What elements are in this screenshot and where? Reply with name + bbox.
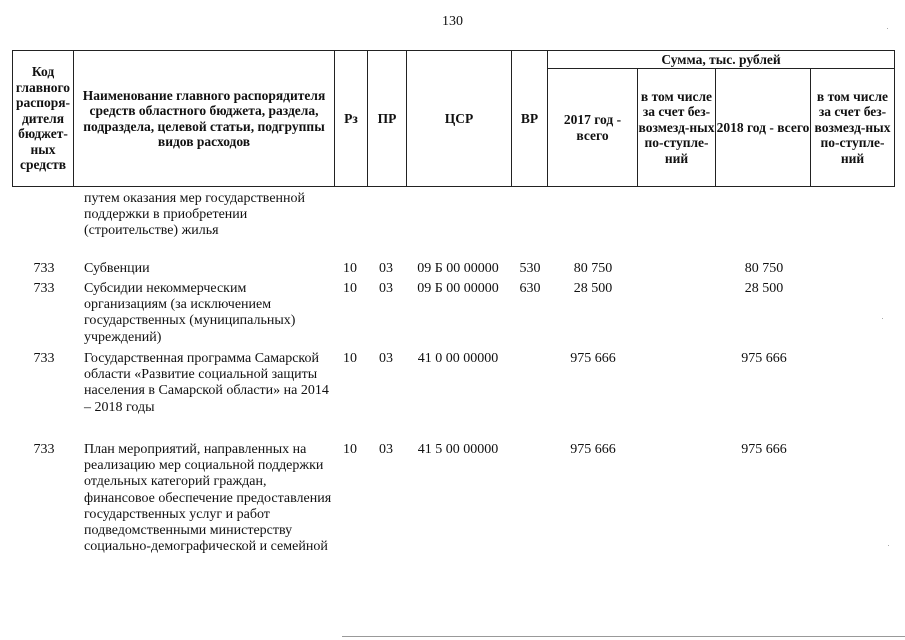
header-vr xyxy=(511,50,548,187)
row-name: План мероприятий, направленных на реализацию мер социальной поддержки отдельных категорий граждан, финансовое обеспечение предоставления государственных услуг и работ подведомственными министерству социально-демографической и семейной xyxy=(84,442,332,555)
header-name xyxy=(73,50,335,187)
header-name-text: Наименование главного распорядителя средств областного бюджета, раздела, подраздела, целевой статьи, подгруппы видов расходов xyxy=(82,87,326,149)
header-rz-text: Рз xyxy=(344,110,358,126)
header-2017-incl-text: в том числе за счет без-возмезд-ных по-ступле-ний xyxy=(638,88,715,166)
page-number: 130 xyxy=(442,14,463,29)
row-pr: 03 xyxy=(379,351,393,366)
header-sum xyxy=(547,50,895,69)
header-sum-text: Сумма, тыс. рублей xyxy=(661,51,781,67)
header-2018-incl xyxy=(810,68,895,187)
row-rz: 10 xyxy=(343,261,357,276)
row-csr: 41 5 00 00000 xyxy=(417,442,499,457)
row-rz: 10 xyxy=(343,351,357,366)
header-code xyxy=(12,50,74,187)
header-2018-incl-text: в том числе за счет без-возмезд-ных по-ступле-ний xyxy=(814,88,891,166)
header-pr-text: ПР xyxy=(377,110,397,126)
scan-speck xyxy=(887,28,888,29)
row-code: 733 xyxy=(33,351,55,366)
header-2017-total xyxy=(547,68,638,187)
row-name: Государственная программа Самарской области «Развитие социальной защиты населения в Самарской области» на 2014 – 2018 годы xyxy=(84,351,329,415)
row-name: Субсидии некоммерческим организациям (за исключением государственных (муниципальных) учреждений) xyxy=(84,281,296,345)
row-pr: 03 xyxy=(379,442,393,457)
row-code: 733 xyxy=(33,442,55,457)
scan-speck xyxy=(888,545,889,546)
row-name: путем оказания мер государственной поддержки в приобретении (строительстве) жилья xyxy=(84,191,306,239)
row-csr: 09 Б 00 00000 xyxy=(417,261,499,276)
header-code-text: Код главного распоря-дителя бюджет-ных средств xyxy=(15,64,71,173)
header-2017-total-text: 2017 год - всего xyxy=(563,112,622,143)
row-rz: 10 xyxy=(343,442,357,457)
row-sum-2017: 975 666 xyxy=(570,351,616,366)
row-sum-2018: 975 666 xyxy=(741,442,787,457)
row-sum-2018: 28 500 xyxy=(744,281,784,296)
header-2018-total-text: 2018 год - всего xyxy=(716,119,810,135)
row-csr: 41 0 00 00000 xyxy=(417,351,499,366)
row-sum-2017: 975 666 xyxy=(570,442,616,457)
row-pr: 03 xyxy=(379,281,393,296)
row-code: 733 xyxy=(33,261,55,276)
row-pr: 03 xyxy=(379,261,393,276)
row-vr: 530 xyxy=(519,261,541,276)
row-csr: 09 Б 00 00000 xyxy=(417,281,499,296)
row-sum-2018: 80 750 xyxy=(744,261,784,276)
header-rz xyxy=(334,50,368,187)
row-vr: 630 xyxy=(519,281,541,296)
bottom-divider xyxy=(342,636,905,637)
header-2018-total xyxy=(715,68,811,187)
header-2017-incl xyxy=(637,68,716,187)
row-sum-2017: 80 750 xyxy=(573,261,613,276)
header-pr xyxy=(367,50,407,187)
row-code: 733 xyxy=(33,281,55,296)
row-sum-2017: 28 500 xyxy=(573,281,613,296)
scan-speck xyxy=(882,318,883,319)
header-csr-text: ЦСР xyxy=(444,110,474,126)
row-sum-2018: 975 666 xyxy=(741,351,787,366)
row-name: Субвенции xyxy=(84,261,150,276)
header-csr xyxy=(406,50,512,187)
row-rz: 10 xyxy=(343,281,357,296)
header-vr-text: ВР xyxy=(520,110,539,126)
